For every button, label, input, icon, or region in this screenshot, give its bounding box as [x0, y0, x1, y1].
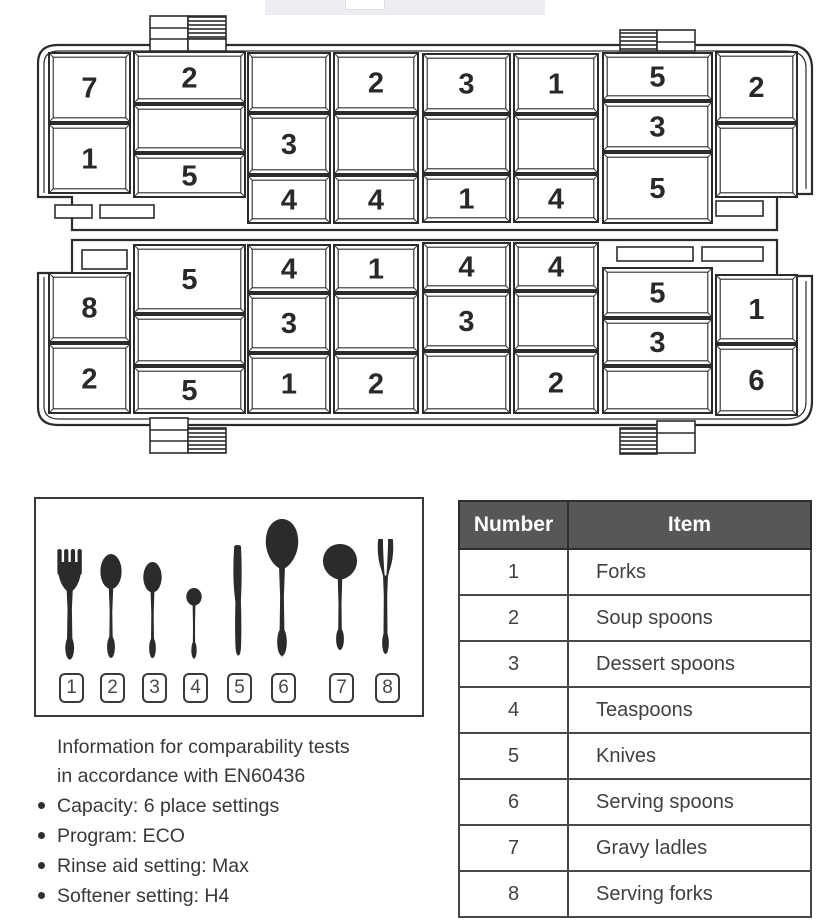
tray-cell-number: 3: [280, 129, 298, 161]
tray-cell-number: 5: [649, 173, 666, 205]
tray-compartment: [248, 176, 330, 223]
bullet-icon: [38, 832, 45, 839]
tray-compartment: [603, 102, 712, 151]
tray-compartment: [514, 175, 598, 222]
tray-compartment: [603, 268, 712, 317]
tray-compartment: [134, 315, 245, 365]
latch-tab-top-right: [620, 30, 695, 51]
bottom-tray-compartments: [49, 243, 797, 415]
fork-icon: [57, 549, 83, 663]
tray-cell-number: 4: [280, 253, 298, 286]
tray-compartment: [334, 354, 418, 413]
tray-compartment: [423, 54, 510, 113]
tray-compartment: [49, 344, 130, 413]
tray-cell-number: 8: [81, 292, 98, 325]
tray-compartment: [423, 243, 510, 290]
tray-cell-number: 2: [367, 67, 385, 100]
cutlery-legend: [34, 497, 424, 717]
tray-compartment: [423, 292, 510, 350]
legend-number-2: 2: [100, 673, 125, 703]
bullet-icon: [38, 802, 45, 809]
item-table-header-item: Item: [568, 501, 811, 549]
tray-cell-number: 3: [649, 111, 666, 144]
tray-cell-number: 4: [458, 251, 475, 284]
table-row: [459, 687, 811, 733]
tray-cell-number: 3: [280, 308, 298, 340]
row-item: Forks: [568, 549, 811, 595]
top-tray-compartments: [49, 52, 797, 223]
row-number: 6: [459, 779, 568, 825]
info-bullet-text: Capacity: 6 place settings: [57, 795, 280, 817]
tray-cell-number: 1: [81, 143, 98, 176]
tray-compartment: [716, 275, 797, 343]
tray-compartment: [248, 354, 330, 413]
legend-number-4: 4: [183, 673, 208, 703]
legend-number-3: 3: [142, 673, 167, 703]
table-row: [459, 825, 811, 871]
table-row: [459, 641, 811, 687]
tray-compartment: [603, 153, 712, 223]
tray-cell-number: 1: [547, 68, 565, 101]
row-item: Serving spoons: [568, 779, 811, 825]
info-bullet-text: Rinse aid setting: Max: [57, 855, 249, 877]
tray-compartment: [134, 245, 245, 313]
info-title-line1: Information for comparability tests: [57, 736, 350, 758]
tray-compartment: [514, 54, 598, 113]
tray-cell-number: 4: [547, 183, 565, 216]
tray-cell-number: 4: [280, 184, 298, 217]
row-number: 7: [459, 825, 568, 871]
bullet-icon: [38, 892, 45, 899]
row-item: Gravy ladles: [568, 825, 811, 871]
tray-compartment: [334, 114, 418, 174]
table-row: [459, 779, 811, 825]
tray-cell-number: 1: [748, 294, 765, 326]
row-item: Serving forks: [568, 871, 811, 917]
info-bullet-rinse-aid: [38, 851, 448, 881]
row-number: 8: [459, 871, 568, 917]
row-number: 3: [459, 641, 568, 687]
row-number: 2: [459, 595, 568, 641]
serving-fork-icon: [377, 539, 394, 659]
tray-cell-number: 6: [748, 365, 765, 397]
tray-cell-number: 4: [547, 251, 565, 284]
info-bullet-softener: [38, 881, 448, 911]
tray-compartment: [134, 154, 245, 197]
tray-compartment: [134, 52, 245, 103]
latch-tab-top-left: [150, 16, 226, 51]
tray-compartment: [514, 115, 598, 173]
tray-cell-number: 2: [367, 368, 385, 401]
tray-cell-number: 3: [649, 327, 666, 359]
tray-compartment: [423, 115, 510, 173]
legend-number-6: 6: [271, 673, 296, 703]
legend-number-5: 5: [227, 673, 252, 703]
tray-compartment: [716, 52, 797, 122]
tray-cell-number: 3: [458, 306, 475, 338]
info-title-line2: in accordance with EN60436: [57, 765, 306, 787]
tray-cell-number: 5: [649, 277, 666, 310]
tray-compartment: [334, 245, 418, 292]
tray-compartment: [716, 124, 797, 197]
info-bullet-capacity: [38, 791, 448, 821]
tray-compartment: [603, 319, 712, 365]
bullet-icon: [38, 862, 45, 869]
legend-number-8: 8: [375, 673, 400, 703]
knife-icon: [232, 545, 244, 657]
tray-compartment: [248, 114, 330, 174]
tray-cell-number: 5: [649, 61, 666, 94]
item-table-header-row: [459, 501, 811, 549]
tray-compartment: [49, 273, 130, 342]
tray-compartment: [334, 53, 418, 112]
tray-compartment: [514, 292, 598, 350]
row-number: 1: [459, 549, 568, 595]
tray-compartment: [49, 124, 130, 193]
tray-cell-number: 4: [367, 184, 385, 217]
row-number: 5: [459, 733, 568, 779]
tray-compartment: [423, 352, 510, 413]
serving-spoon-icon: [265, 519, 299, 661]
item-table-header-number: Number: [459, 501, 568, 549]
tray-compartment: [716, 345, 797, 415]
tray-cell-number: 5: [181, 264, 198, 296]
table-row: [459, 549, 811, 595]
tray-compartment: [334, 176, 418, 223]
item-table: [458, 500, 812, 918]
info-bullet-program: [38, 821, 448, 851]
tray-compartment: [603, 367, 712, 413]
soup-spoon-icon: [100, 554, 122, 660]
legend-number-7: 7: [329, 673, 354, 703]
table-row: [459, 595, 811, 641]
tray-compartment: [603, 53, 712, 100]
tray-compartment: [514, 243, 598, 290]
tray-compartment: [248, 294, 330, 352]
row-item: Dessert spoons: [568, 641, 811, 687]
tray-cell-number: 1: [367, 253, 385, 286]
dessert-spoon-icon: [143, 562, 162, 660]
tray-cell-number: 1: [458, 183, 475, 216]
tray-cell-number: 2: [81, 363, 98, 396]
tray-cell-number: 1: [280, 368, 298, 401]
tray-cell-number: 2: [748, 72, 765, 104]
tray-compartment: [248, 53, 330, 112]
tray-cell-number: 5: [181, 375, 198, 407]
tray-compartment: [334, 294, 418, 352]
tray-cell-number: 2: [547, 367, 565, 400]
info-bullet-text: Softener setting: H4: [57, 885, 230, 907]
tray-compartment: [134, 367, 245, 413]
row-item: Teaspoons: [568, 687, 811, 733]
tray-compartment: [49, 53, 130, 122]
tray-compartment: [134, 105, 245, 152]
gravy-ladle-icon: [322, 544, 358, 656]
tray-compartment: [423, 175, 510, 222]
table-row: [459, 733, 811, 779]
tray-compartment: [514, 352, 598, 413]
comparability-info: [38, 733, 448, 911]
tray-compartment: [248, 245, 330, 292]
row-item: Knives: [568, 733, 811, 779]
info-bullet-text: Program: ECO: [57, 825, 185, 847]
table-row: [459, 871, 811, 917]
tray-cell-number: 2: [181, 62, 198, 95]
tray-cell-number: 5: [181, 160, 198, 193]
teaspoon-icon: [186, 588, 202, 660]
legend-number-1: 1: [59, 673, 84, 703]
tray-cell-number: 3: [458, 68, 475, 101]
tray-cell-number: 7: [81, 72, 98, 105]
row-number: 4: [459, 687, 568, 733]
row-item: Soup spoons: [568, 595, 811, 641]
